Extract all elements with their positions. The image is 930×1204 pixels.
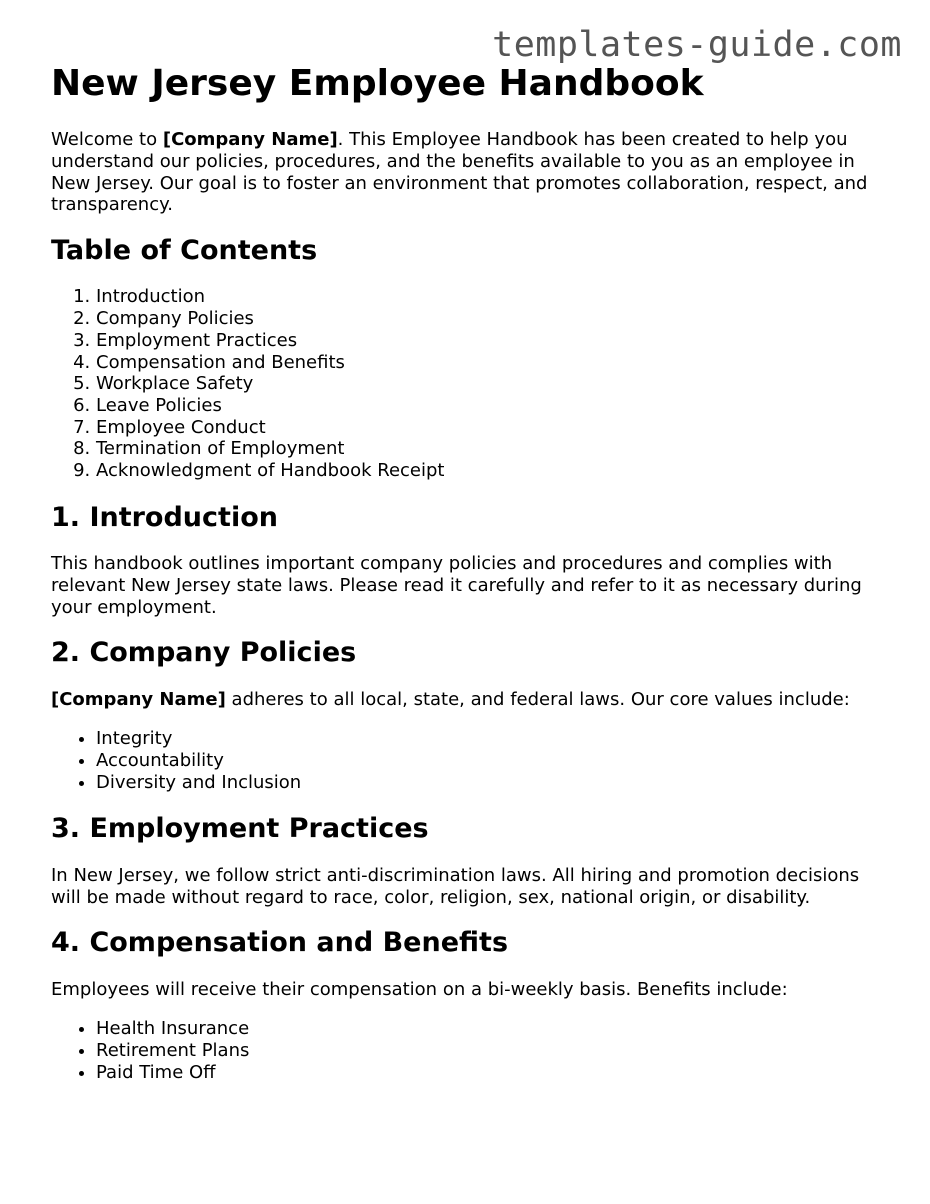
toc-item: 8. Termination of Employment bbox=[96, 438, 891, 460]
policies-text: adheres to all local, state, and federal laws. Our core values include: bbox=[225, 688, 850, 710]
list-item: • Integrity bbox=[96, 728, 891, 750]
intro-text: . This Employee Handbook has been created to help you understand our policies, procedures, and the benefits available to you as an employee in New Jersey. Our goal is to foster an environment that promotes collaboration, respect, and transparency. bbox=[51, 129, 868, 216]
document-title: New Jersey Employee Handbook bbox=[51, 63, 704, 104]
section-heading-compensation: 4. Compensation and Benefits bbox=[51, 927, 509, 959]
section-heading-introduction: 1. Introduction bbox=[51, 501, 278, 533]
list-item: • Diversity and Inclusion bbox=[96, 772, 891, 794]
intro-paragraph bbox=[51, 129, 891, 216]
watermark: templates-guide.com bbox=[492, 25, 902, 65]
list-item: • Health Insurance bbox=[96, 1018, 891, 1040]
toc-item: 1. Introduction bbox=[96, 286, 891, 308]
intro-prefix: Welcome to bbox=[51, 129, 163, 151]
toc-heading: Table of Contents bbox=[51, 235, 318, 266]
section-text-compensation: Employees will receive their compensation on a bi-weekly basis. Benefits include: bbox=[51, 978, 788, 1000]
document-page bbox=[51, 62, 891, 1083]
section-text-policies bbox=[51, 689, 891, 711]
toc-item: 7. Employee Conduct bbox=[96, 417, 891, 439]
toc-item: 5. Workplace Safety bbox=[96, 373, 891, 395]
toc-item: 3. Employment Practices bbox=[96, 330, 891, 352]
toc-item: 9. Acknowledgment of Handbook Receipt bbox=[96, 460, 891, 482]
section-heading-policies: 2. Company Policies bbox=[51, 637, 357, 669]
benefits-list bbox=[51, 1018, 891, 1083]
section-heading-practices: 3. Employment Practices bbox=[51, 813, 429, 845]
section-text-introduction: This handbook outlines important company policies and procedures and complies with relevant New Jersey state laws. Please read it carefully and refer to it as necessary during your employment. bbox=[51, 553, 862, 618]
section-text-practices: In New Jersey, we follow strict anti-discrimination laws. All hiring and promotion decisions will be made without regard to race, color, religion, sex, national origin, or disability. bbox=[51, 864, 860, 908]
toc-item: 2. Company Policies bbox=[96, 308, 891, 330]
company-name-placeholder: [Company Name] bbox=[162, 129, 338, 151]
list-item: • Retirement Plans bbox=[96, 1040, 891, 1062]
toc-item: 4. Compensation and Benefits bbox=[96, 352, 891, 374]
toc-list bbox=[51, 286, 891, 481]
core-values-list bbox=[51, 728, 891, 793]
company-name-placeholder: [Company Name] bbox=[51, 688, 226, 710]
toc-item: 6. Leave Policies bbox=[96, 395, 891, 417]
list-item: • Paid Time Off bbox=[96, 1062, 891, 1084]
list-item: • Accountability bbox=[96, 750, 891, 772]
